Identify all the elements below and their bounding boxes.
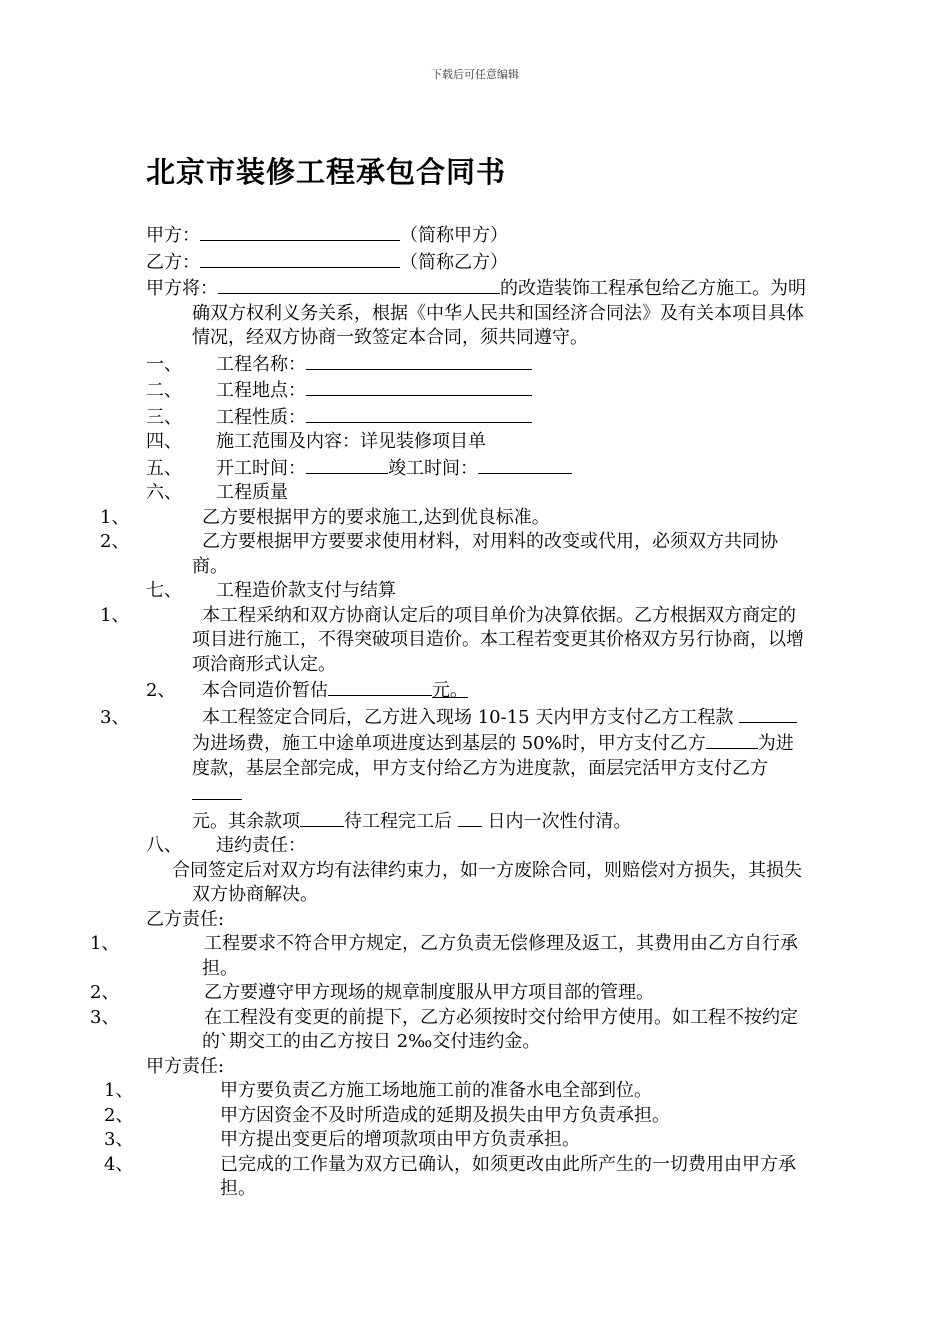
section-2	[146, 377, 810, 404]
quality-2-num: 2、	[100, 531, 130, 552]
payment-2-text: 本合同造价暂估	[202, 680, 328, 701]
section-7-text: 工程造价款支付与结算	[216, 580, 396, 601]
payment-3-text-6: 日内一次性付清。	[481, 810, 632, 832]
section-4-num: 四、	[146, 431, 182, 452]
section-1	[146, 351, 810, 378]
quality-item-2	[100, 530, 810, 579]
final-layer-payment-blank[interactable]	[192, 781, 242, 800]
section-1-num: 一、	[146, 353, 182, 375]
document-title: 北京市装修工程承包合同书	[146, 155, 507, 189]
section-8	[146, 834, 810, 859]
intro-rest: 的改造装饰工程承包给乙方施工。为明确双方权利义务关系，根据《中华人民共和国经济合同法》及有关本项目具体情况，经双方协商一致签定本合同，须共同遵守。	[192, 278, 806, 348]
payment-item-2	[146, 677, 810, 704]
section-3	[146, 404, 810, 431]
party-b-suffix: （简称乙方）	[400, 251, 508, 273]
payment-2-unit: 元。	[432, 680, 468, 701]
section-6-text: 工程质量	[216, 482, 288, 503]
party-a-suffix: （简称甲方）	[400, 225, 508, 246]
quality-1-num: 1、	[100, 506, 130, 528]
section-6	[146, 481, 810, 506]
b-duty-2-text: 乙方要遵守甲方现场的规章制度服从甲方项目部的管理。	[204, 982, 654, 1003]
payment-3-text-3: 为进度款，基层全部完成，甲方支付给乙方为进度款，面层完活甲方支付乙方	[192, 733, 794, 779]
section-1-text: 工程名称：	[216, 353, 306, 375]
a-duty-2-num: 2、	[104, 1104, 134, 1126]
estimated-price-blank[interactable]	[328, 677, 432, 696]
b-duty-item-3	[90, 1006, 810, 1055]
project-name-blank[interactable]	[306, 351, 532, 370]
start-time-label: 开工时间：	[216, 457, 306, 479]
a-duty-2-text: 甲方因资金不及时所造成的延期及损失由甲方负责承担。	[220, 1104, 670, 1126]
party-a-line	[146, 222, 810, 249]
quality-1-text: 乙方要根据甲方的要求施工,达到优良标准。	[202, 506, 550, 528]
b-duty-1-text: 工程要求不符合甲方规定，乙方负责无偿修理及返工，其费用由乙方自行承担。	[202, 933, 798, 979]
contract-body	[90, 222, 810, 1202]
party-b-blank[interactable]	[200, 249, 400, 268]
section-3-text: 工程性质：	[216, 406, 306, 428]
payment-item-3	[100, 704, 810, 835]
start-time-blank[interactable]	[306, 455, 388, 474]
entry-fee-blank[interactable]	[739, 704, 797, 723]
section-8-num: 八、	[146, 835, 182, 856]
a-duty-item-3	[104, 1128, 810, 1153]
b-duty-3-num: 3、	[90, 1006, 120, 1028]
a-duty-1-text: 甲方要负责乙方施工场地施工前的准备水电全部到位。	[220, 1080, 652, 1101]
section-4-text: 施工范围及内容：详见装修项目单	[216, 431, 486, 452]
a-duty-4-text: 已完成的工作量为双方已确认，如须更改由此所产生的一切费用由甲方承担。	[220, 1153, 796, 1199]
b-duty-1-num: 1、	[90, 933, 120, 954]
a-duty-3-num: 3、	[104, 1129, 134, 1150]
party-a-label: 甲方：	[146, 225, 200, 246]
section-2-text: 工程地点：	[216, 380, 306, 401]
quality-item-1	[100, 506, 810, 531]
section-2-num: 二、	[146, 380, 182, 401]
project-nature-blank[interactable]	[306, 404, 532, 423]
a-duty-3-text: 甲方提出变更后的增项款项由甲方负责承担。	[220, 1129, 580, 1150]
section-7	[146, 579, 810, 604]
payment-1-text: 本工程采纳和双方协商认定后的项目单价为决算依据。乙方根据双方商定的项目进行施工，不得突破项目造价。本工程若变更其价格双方另行协商，以增项洽商形式认定。	[192, 604, 804, 675]
a-duty-1-num: 1、	[104, 1080, 134, 1101]
b-duty-label: 乙方责任:	[146, 908, 225, 930]
b-duty-item-2	[90, 981, 810, 1006]
section-5	[146, 455, 810, 482]
days-blank[interactable]	[458, 808, 482, 827]
b-duty-3-text: 在工程没有变更的前提下，乙方必须按时交付给甲方使用。如工程不按约定的`期交工的由乙方按日 2‰交付违约金。	[202, 1006, 798, 1052]
project-location-blank[interactable]	[306, 377, 532, 396]
payment-item-1	[100, 604, 810, 678]
progress-payment-blank[interactable]	[706, 730, 758, 749]
remaining-payment-blank[interactable]	[300, 808, 344, 827]
payment-3-text-1: 本工程签定合同后，乙方进入现场 10-15 天内甲方支付乙方工程款	[202, 706, 740, 728]
page-header: 下载后可任意编辑	[431, 68, 519, 81]
b-duty-item-1	[90, 932, 810, 981]
a-duty-item-1	[104, 1079, 810, 1104]
section-5-num: 五、	[146, 457, 182, 479]
end-time-blank[interactable]	[478, 455, 572, 474]
section-4	[146, 430, 810, 455]
party-b-label: 乙方：	[146, 251, 200, 273]
project-blank[interactable]	[218, 275, 500, 294]
a-duty-4-num: 4、	[104, 1153, 134, 1175]
intro-paragraph	[146, 275, 810, 351]
a-duty-item-2	[104, 1104, 810, 1129]
quality-2-text: 乙方要根据甲方要要求使用材料，对用料的改变或代用，必须双方共同协商。	[192, 531, 778, 577]
section-6-num: 六、	[146, 482, 182, 503]
payment-3-num: 3、	[100, 706, 130, 728]
breach-paragraph: 合同签定后对双方均有法律约束力，如一方废除合同，则赔偿对方损失，其损失双方协商解决。	[172, 859, 802, 905]
party-a-blank[interactable]	[200, 222, 400, 241]
b-duty-2-num: 2、	[90, 982, 120, 1003]
intro-start: 甲方将：	[146, 278, 218, 299]
end-time-label: 竣工时间：	[388, 457, 478, 479]
section-8-text: 违约责任：	[216, 835, 306, 856]
a-duty-item-4	[104, 1153, 810, 1202]
a-duty-label: 甲方责任:	[146, 1055, 225, 1077]
payment-3-text-2: 为进场费，施工中途单项进度达到基层的 50%时，甲方支付乙方	[192, 733, 706, 754]
payment-3-text-5: 待工程完工后	[344, 810, 458, 832]
payment-2-num: 2、	[146, 680, 176, 701]
section-7-num: 七、	[146, 580, 182, 601]
party-b-line	[146, 249, 810, 276]
payment-3-text-4: 元。其余款项	[192, 810, 300, 832]
payment-1-num: 1、	[100, 604, 130, 626]
section-3-num: 三、	[146, 406, 182, 428]
